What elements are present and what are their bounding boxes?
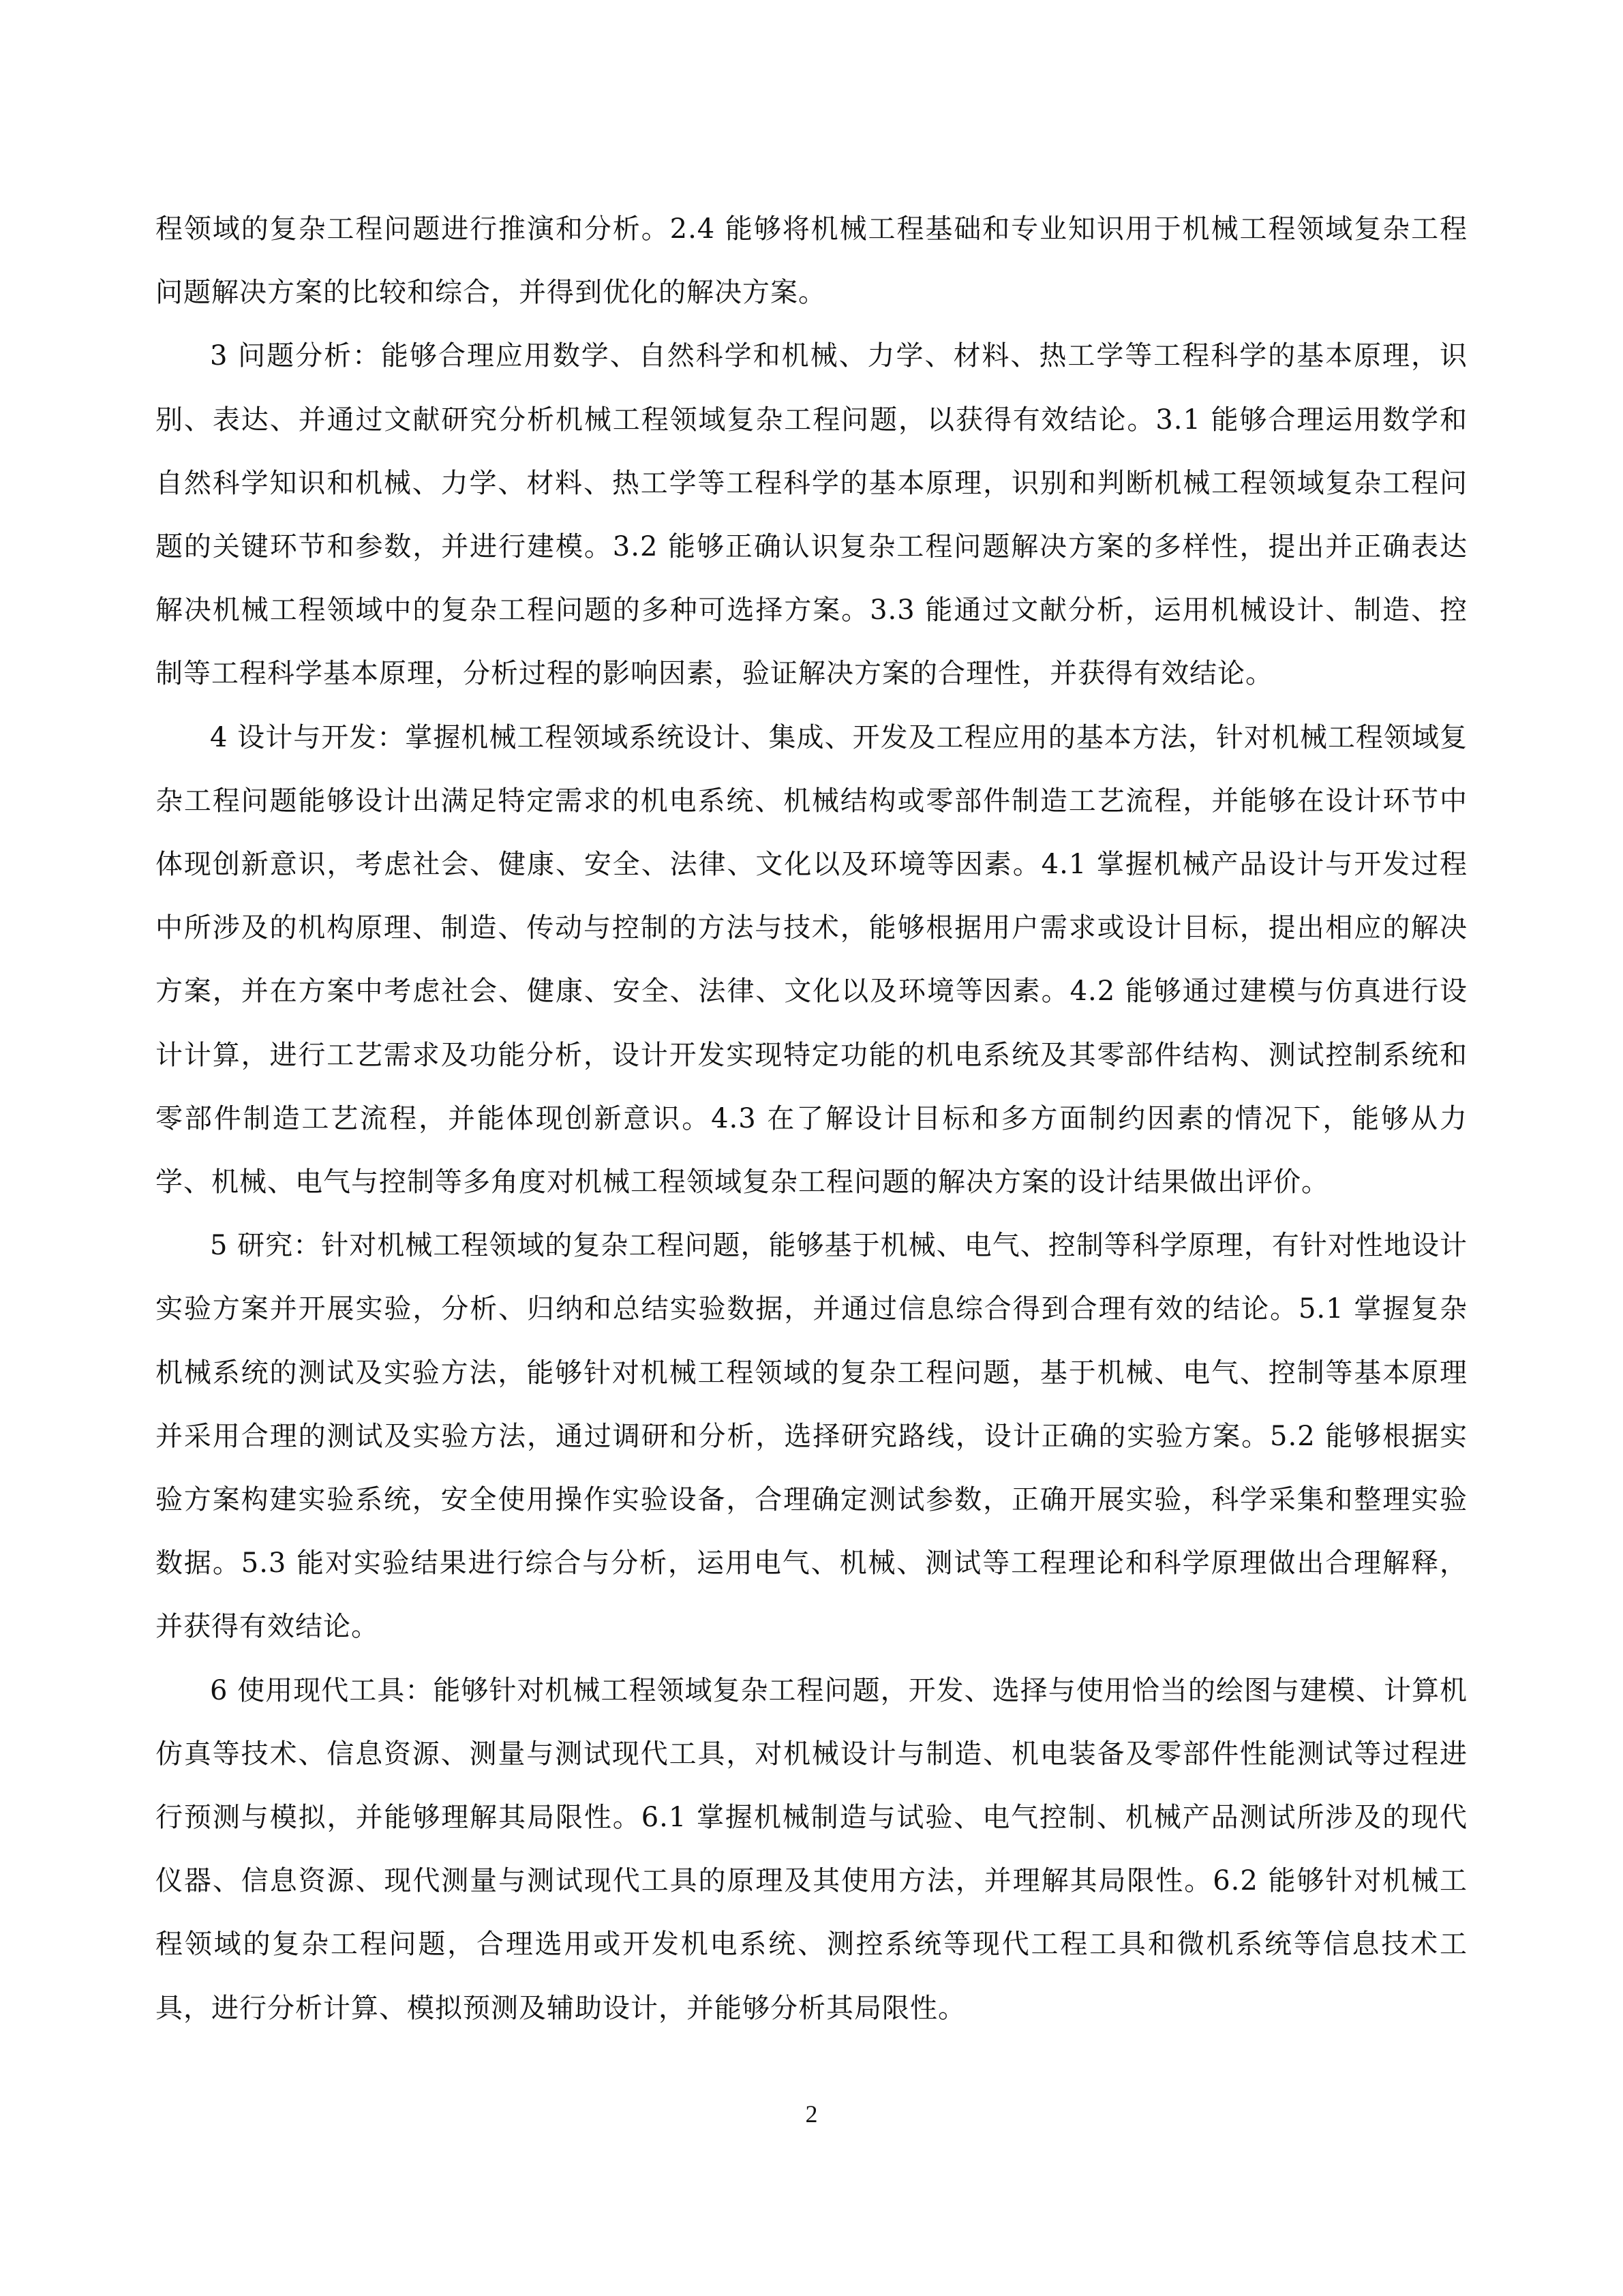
paragraph-problem-analysis: 3 问题分析：能够合理应用数学、自然科学和机械、力学、材料、热工学等工程科学的基本原理，识别、表达、并通过文献研究分析机械工程领域复杂工程问题，以获得有效结论。3.1 能够合理运用数学和自然科学知识和机械、力学、材料、热工学等工程科学的基本原理，识别和判断机械工程领域复杂工程问题的关键环节和参数，并进行建模。3.2 能够正确认识复杂工程问题解决方案的多样性，提出并正确表达解决机械工程领域中的复杂工程问题的多种可选择方案。3.3 能通过文献分析，运用机械设计、制造、控制等工程科学基本原理，分析过程的影响因素，验证解决方案的合理性，并获得有效结论。	[155, 340, 1468, 690]
page-number: 2	[805, 2100, 818, 2128]
paragraph-design-development: 4 设计与开发：掌握机械工程领域系统设计、集成、开发及工程应用的基本方法，针对机械工程领域复杂工程问题能够设计出满足特定需求的机电系统、机械结构或零部件制造工艺流程，并能够在设计环节中体现创新意识，考虑社会、健康、安全、法律、文化以及环境等因素。4.1 掌握机械产品设计与开发过程中所涉及的机构原理、制造、传动与控制的方法与技术，能够根据用户需求或设计目标，提出相应的解决方案，并在方案中考虑社会、健康、安全、法律、文化以及环境等因素。4.2 能够通过建模与仿真进行设计计算，进行工艺需求及功能分析，设计开发实现特定功能的机电系统及其零部件结构、测试控制系统和零部件制造工艺流程，并能体现创新意识。4.3 在了解设计目标和多方面制约因素的情况下，能够从力学、机械、电气与控制等多角度对机械工程领域复杂工程问题的解决方案的设计结果做出评价。	[155, 721, 1468, 1198]
paragraph-continuation: 程领域的复杂工程问题进行推演和分析。2.4 能够将机械工程基础和专业知识用于机械工程领域复杂工程问题解决方案的比较和综合，并得到优化的解决方案。	[155, 213, 1468, 309]
paragraph-research: 5 研究：针对机械工程领域的复杂工程问题，能够基于机械、电气、控制等科学原理，有针对性地设计实验方案并开展实验，分析、归纳和总结实验数据，并通过信息综合得到合理有效的结论。5.1 掌握复杂机械系统的测试及实验方法，能够针对机械工程领域的复杂工程问题，基于机械、电气、控制等基本原理并采用合理的测试及实验方法，通过调研和分析，选择研究路线，设计正确的实验方案。5.2 能够根据实验方案构建实验系统，安全使用操作实验设备，合理确定测试参数，正确开展实验，科学采集和整理实验数据。5.3 能对实验结果进行综合与分析，运用电气、机械、测试等工程理论和科学原理做出合理解释，并获得有效结论。	[155, 1230, 1468, 1643]
body-text	[155, 198, 1468, 2040]
paragraph-modern-tools: 6 使用现代工具：能够针对机械工程领域复杂工程问题，开发、选择与使用恰当的绘图与建模、计算机仿真等技术、信息资源、测量与测试现代工具，对机械设计与制造、机电装备及零部件性能测试等过程进行预测与模拟，并能够理解其局限性。6.1 掌握机械制造与试验、电气控制、机械产品测试所涉及的现代仪器、信息资源、现代测量与测试现代工具的原理及其使用方法，并理解其局限性。6.2 能够针对机械工程领域的复杂工程问题，合理选用或开发机电系统、测控系统等现代工程工具和微机系统等信息技术工具，进行分析计算、模拟预测及辅助设计，并能够分析其局限性。	[155, 1674, 1468, 2024]
